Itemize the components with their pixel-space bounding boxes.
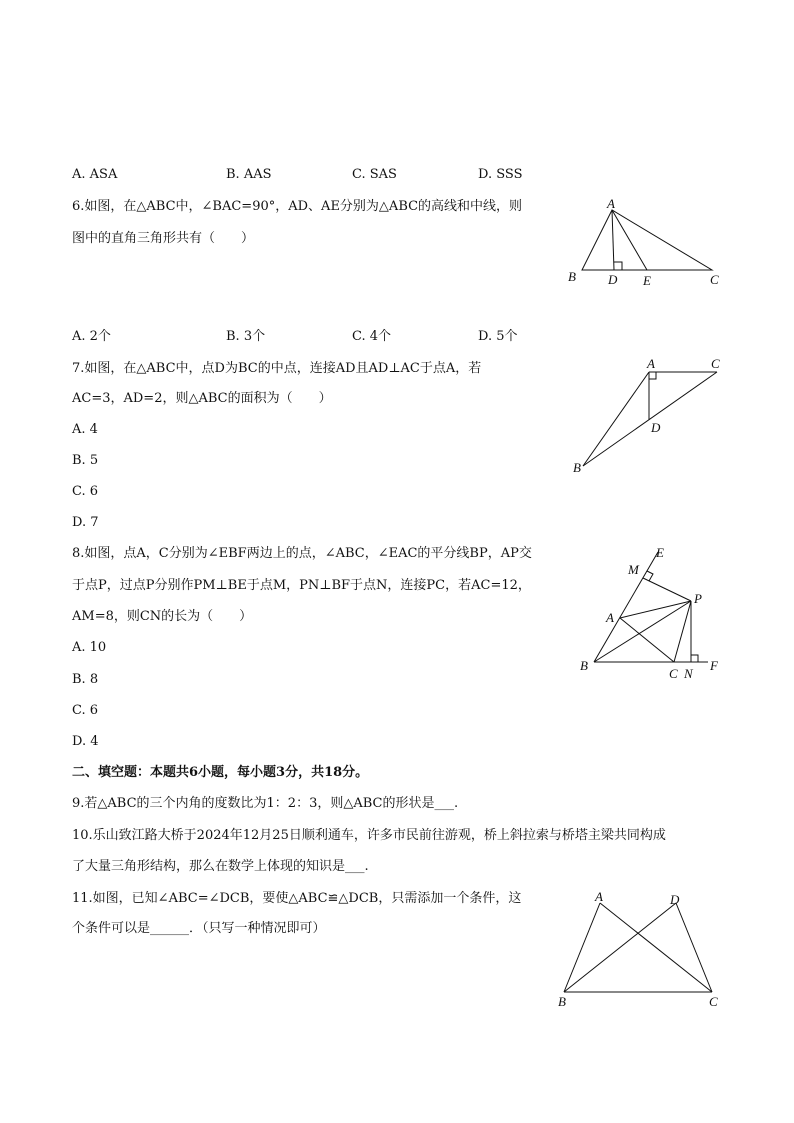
- q11-label-c: C: [709, 994, 718, 1009]
- q6-median-ae: [612, 210, 647, 270]
- q10-stem-line1: 10.乐山致江路大桥于2024年12月25日顺利通车，许多市民前往游观，桥上斜拉索与桥塔主梁共同构成: [72, 828, 666, 843]
- q8-label-b: B: [580, 658, 588, 673]
- q6-stem-line2: 图中的直角三角形共有（ ）: [72, 231, 255, 246]
- q6-option-b: B. 3个: [226, 329, 266, 344]
- q11-segment-db: [564, 903, 676, 992]
- q7-right-angle-mark: [649, 372, 656, 379]
- q7-stem-line2: AC=3，AD=2，则△ABC的面积为（ ）: [72, 391, 332, 406]
- q11-segment-ab: [564, 903, 600, 992]
- q11-figure: [552, 888, 732, 1013]
- q8-ray-be: [594, 552, 658, 662]
- q6-stem-line1: 6.如图，在△ABC中，∠BAC=90°，AD、AE分别为△ABC的高线和中线，则: [72, 199, 523, 214]
- q6-figure: [560, 196, 730, 296]
- q6-option-c: C. 4个: [352, 329, 392, 344]
- q6-triangle-abc: [582, 210, 712, 270]
- q8-stem-line2: 于点P，过点P分别作PM⊥BE于点M，PN⊥BF于点N，连接PC，若AC=12，: [72, 578, 531, 593]
- q11-segment-dc: [676, 903, 712, 992]
- q11-stem-line2: 个条件可以是______．（只写一种情况即可）: [72, 921, 326, 936]
- q8-label-n: N: [684, 666, 693, 681]
- q6-label-c: C: [710, 272, 719, 287]
- q6-altitude-ad: [612, 210, 614, 270]
- q8-label-a: A: [606, 610, 614, 625]
- q7-label-a: A: [647, 356, 655, 371]
- q7-segment-bc: [583, 372, 717, 466]
- q6-label-d: D: [608, 272, 618, 287]
- q6-label-e: E: [643, 273, 651, 288]
- q8-label-e: E: [656, 545, 664, 560]
- q7-label-b: B: [573, 460, 581, 475]
- q9-stem: 9.若△ABC的三个内角的度数比为1：2：3，则△ABC的形状是___.: [72, 796, 459, 811]
- q7-label-d: D: [651, 420, 661, 435]
- q5-option-a: A. ASA: [72, 167, 118, 182]
- q11-label-d: D: [670, 892, 680, 907]
- q8-stem-line1: 8.如图，点A，C分别为∠EBF两边上的点，∠ABC，∠EAC的平分线BP，AP交: [72, 546, 532, 561]
- q10-stem-line2: 了大量三角形结构，那么在数学上体现的知识是___.: [72, 859, 369, 874]
- q7-segment-ab: [583, 372, 649, 466]
- q7-stem-line1: 7.如图，在△ABC中，点D为BC的中点，连接AD且AD⊥AC于点A，若: [72, 361, 482, 376]
- q6-label-a: A: [607, 196, 615, 211]
- q11-label-b: B: [558, 994, 566, 1009]
- q8-label-m: M: [628, 562, 639, 577]
- q5-option-c: C. SAS: [352, 167, 397, 182]
- q8-option-d: D. 4: [72, 734, 99, 749]
- q7-option-d: D. 7: [72, 515, 99, 530]
- q5-option-d: D. SSS: [478, 167, 523, 182]
- q11-label-a: A: [595, 889, 603, 904]
- q8-segment-ap: [620, 601, 691, 618]
- q11-segment-ac: [600, 903, 712, 992]
- q11-stem-line1: 11.如图，已知∠ABC=∠DCB，要使△ABC≌△DCB，只需添加一个条件，这: [72, 891, 522, 906]
- q8-option-b: B. 8: [72, 672, 99, 687]
- q6-right-angle-mark: [614, 262, 622, 270]
- q6-option-d: D. 5个: [478, 329, 518, 344]
- q6-option-a: A. 2个: [72, 329, 111, 344]
- q7-figure: [565, 354, 730, 479]
- q7-label-c: C: [711, 356, 720, 371]
- q8-label-c: C: [669, 666, 678, 681]
- q8-label-p: P: [694, 591, 702, 606]
- q5-option-b: B. AAS: [226, 167, 272, 182]
- q8-label-f: F: [710, 658, 718, 673]
- q7-option-b: B. 5: [72, 453, 99, 468]
- q7-option-c: C. 6: [72, 484, 99, 499]
- q8-right-angle-mark-n: [691, 655, 698, 662]
- q8-option-c: C. 6: [72, 703, 99, 718]
- q7-option-a: A. 4: [72, 422, 98, 437]
- q6-label-b: B: [568, 269, 576, 284]
- q8-option-a: A. 10: [72, 640, 107, 655]
- q8-segment-pm: [643, 578, 691, 601]
- q8-stem-line3: AM=8，则CN的长为（ ）: [72, 609, 253, 624]
- section2-heading: 二、填空题：本题共6小题，每小题3分，共18分。: [72, 765, 369, 780]
- q8-figure: [572, 540, 732, 685]
- q8-right-angle-mark-m: [647, 571, 653, 581]
